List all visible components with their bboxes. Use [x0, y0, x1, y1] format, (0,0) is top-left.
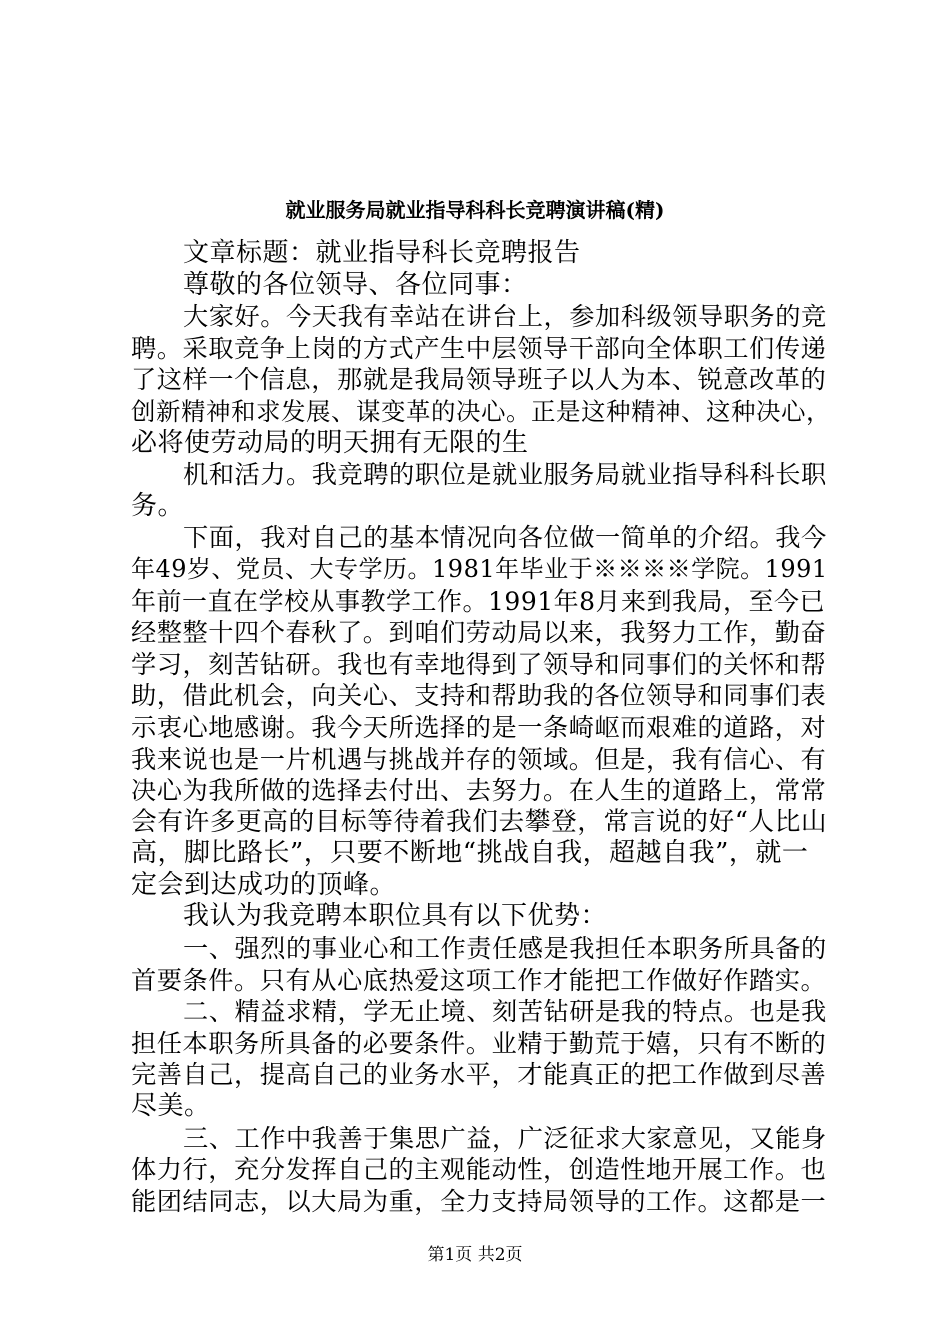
page-footer: 第1页 共2页	[427, 1245, 523, 1265]
text-line: 尊敬的各位领导、各位同事：	[183, 269, 528, 300]
text-line: 决心为我所做的选择去付出、去努力。在人生的道路上，常常	[131, 776, 827, 806]
text-line: 尽美。	[131, 1091, 211, 1122]
text-line: 文章标题：就业指导科长竞聘报告	[183, 238, 581, 268]
text-line: 大家好。今天我有幸站在讲台上，参加科级领导职务的竞	[183, 302, 827, 332]
text-line: 助，借此机会，向关心、支持和帮助我的各位领导和同事们表	[131, 681, 827, 711]
text-line: 担任本职务所具备的必要条件。业精于勤荒于嬉，只有不断的	[131, 1028, 827, 1058]
text-line: 能团结同志，以大局为重，全力支持局领导的工作。这都是一	[131, 1186, 827, 1216]
text-line: 完善自己，提高自己的业务水平，才能真正的把工作做到尽善	[131, 1060, 827, 1090]
text-line: 创新精神和求发展、谋变革的决心。正是这种精神、这种决心，	[131, 396, 831, 426]
document-body	[131, 238, 831, 1217]
text-line: 高，脚比路长”，只要不断地“挑战自我，超越自我”，就一	[131, 838, 809, 869]
text-line: 一、强烈的事业心和工作责任感是我担任本职务所具备的	[183, 934, 827, 964]
text-line: 二、精益求精，学无止境、刻苦钻研是我的特点。也是我	[183, 997, 827, 1027]
text-line: 首要条件。只有从心底热爱这项工作才能把工作做好作踏实。	[131, 965, 827, 995]
text-line: 定会到达成功的顶峰。	[131, 869, 397, 900]
text-line: 了这样一个信息，那就是我局领导班子以人为本、锐意改革的	[131, 365, 827, 395]
text-line: 经整整十四个春秋了。到咱们劳动局以来，我努力工作，勤奋	[131, 618, 827, 648]
text-line: 聘。采取竞争上岗的方式产生中层领导干部向全体职工们传递	[131, 333, 827, 363]
text-line: 机和活力。我竞聘的职位是就业服务局就业指导科科长职	[183, 460, 827, 490]
text-line: 我来说也是一片机遇与挑战并存的领域。但是，我有信心、有	[131, 744, 827, 774]
text-line: 体力行，充分发挥自己的主观能动性，创造性地开展工作。也	[131, 1155, 827, 1185]
text-line: 学习，刻苦钻研。我也有幸地得到了领导和同事们的关怀和帮	[131, 649, 827, 679]
text-line: 示衷心地感谢。我今天所选择的是一条崎岖而艰难的道路，对	[131, 712, 827, 742]
text-line: 年49岁、党员、大专学历。1981年毕业于※※※※学院。1991	[131, 554, 828, 583]
text-line: 下面，我对自己的基本情况向各位做一简单的介绍。我今	[183, 523, 827, 553]
text-line: 三、工作中我善于集思广益，广泛征求大家意见，又能身	[183, 1123, 827, 1153]
text-line: 务。	[131, 490, 185, 521]
document-title: 就业服务局就业指导科科长竞聘演讲稿(精)	[285, 198, 665, 222]
text-line: 我认为我竞聘本职位具有以下优势：	[183, 901, 608, 932]
text-line: 必将使劳动局的明天拥有无限的生	[131, 427, 529, 458]
text-line: 年前一直在学校从事教学工作。1991年8月来到我局，至今已	[131, 586, 826, 616]
text-line: 会有许多更高的目标等待着我们去攀登，常言说的好“人比山	[131, 806, 828, 837]
